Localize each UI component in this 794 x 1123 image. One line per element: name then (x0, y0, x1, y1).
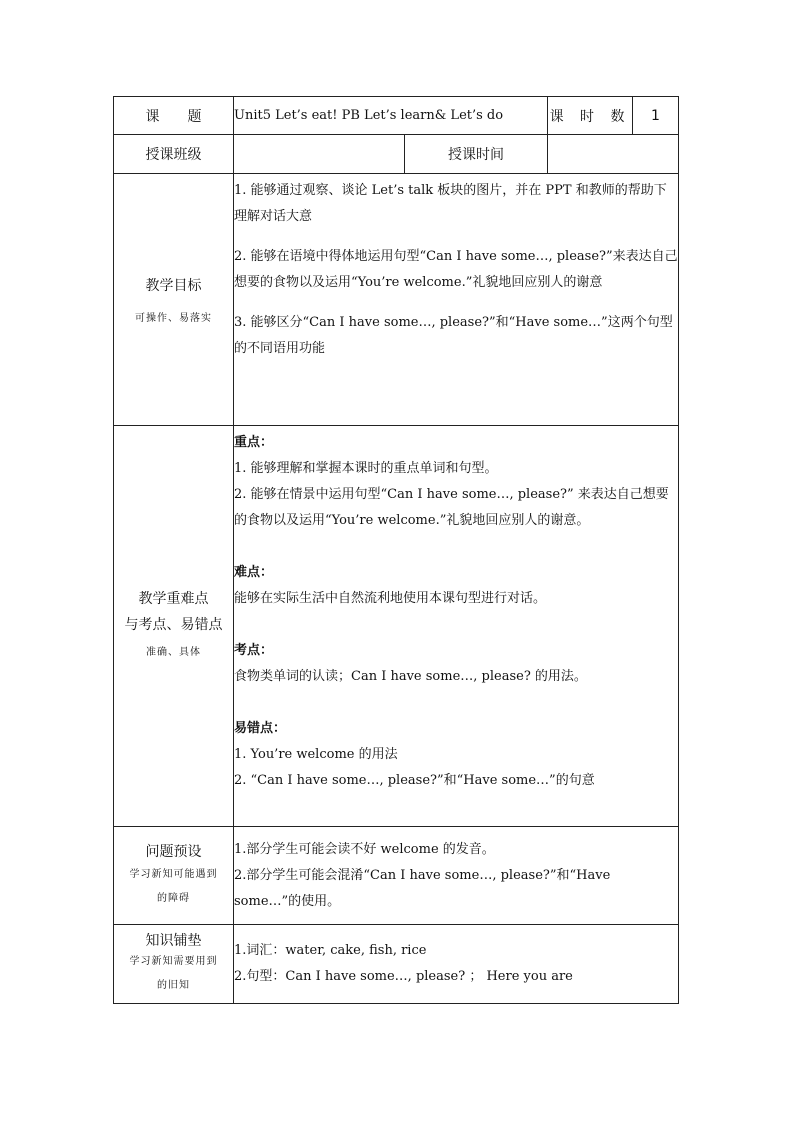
key-points-label-line1: 教学重难点 (138, 591, 209, 607)
problems-row (114, 827, 679, 925)
hours-label: 课 时 数 (548, 97, 633, 135)
objective-item: 3. 能够区分“Can I have some…, please?”和“Have some…”这两个句型的不同语用功能 (234, 315, 673, 356)
time-value (548, 135, 679, 174)
key-points-label-line2: 与考点、易错点 (124, 617, 223, 633)
focus-title: 重点： (234, 435, 274, 450)
difficulty-title: 难点： (234, 565, 274, 580)
class-value (234, 135, 405, 174)
class-row (114, 135, 679, 174)
exam-text: 食物类单词的认读；Can I have some…, please? 的用法。 (234, 669, 587, 684)
topic-value: Unit5 Let’s eat! PB Let’s learn& Let’s do (234, 97, 548, 135)
class-label: 授课班级 (114, 135, 234, 174)
topic-label: 课 题 (114, 97, 234, 135)
key-points-sublabel: 准确、具体 (146, 647, 201, 658)
key-points-label-cell (114, 426, 234, 827)
key-points-content (234, 426, 679, 827)
exam-title: 考点： (234, 643, 274, 658)
problems-content (234, 827, 679, 925)
difficulty-text: 能够在实际生活中自然流利地使用本课句型进行对话。 (234, 591, 547, 606)
time-label: 授课时间 (405, 135, 548, 174)
prior-knowledge-item: 2.句型：Can I have some…, please? ； Here you are (234, 969, 573, 984)
prior-knowledge-label-cell (114, 925, 234, 1004)
objectives-sublabel: 可操作、易落实 (135, 313, 212, 324)
error-item: 2. “Can I have some…, please?”和“Have some…”的句意 (234, 773, 595, 788)
objectives-label-cell (114, 174, 234, 426)
problems-sublabel: 学习新知可能遇到的障碍 (129, 868, 218, 904)
error-item: 1. You’re welcome 的用法 (234, 747, 398, 762)
focus-item: 2. 能够在情景中运用句型“Can I have some…, please?” 来表达自己想要的食物以及运用“You’re welcome.”礼貌地回应别人的谢意。 (234, 487, 669, 528)
problem-item: 2.部分学生可能会混淆“Can I have some…, please?”和“Have some…”的使用。 (234, 867, 611, 909)
lesson-plan-table (113, 96, 679, 1004)
objectives-label: 教学目标 (145, 278, 202, 294)
objectives-row (114, 174, 679, 426)
topic-row (114, 97, 679, 135)
objective-item: 1. 能够通过观察、谈论 Let’s talk 板块的图片，并在 PPT 和教师的帮助下理解对话大意 (234, 183, 667, 224)
problems-label: 问题预设 (145, 843, 202, 860)
key-points-row (114, 426, 679, 827)
prior-knowledge-item: 1.词汇：water, cake, fish, rice (234, 943, 427, 958)
prior-knowledge-row (114, 925, 679, 1004)
hours-value: 1 (633, 97, 679, 135)
focus-item: 1. 能够理解和掌握本课时的重点单词和句型。 (234, 461, 498, 476)
objective-item: 2. 能够在语境中得体地运用句型“Can I have some…, please?”来表达自己想要的食物以及运用“You’re welcome.”礼貌地回应别人的谢意 (234, 249, 678, 290)
prior-knowledge-sublabel: 学习新知需要用到的旧知 (129, 956, 218, 991)
problem-item: 1.部分学生可能会读不好 welcome 的发音。 (234, 841, 495, 857)
objectives-content (234, 174, 679, 426)
error-title: 易错点： (234, 721, 287, 736)
prior-knowledge-content (234, 925, 679, 1004)
problems-label-cell (114, 827, 234, 925)
prior-knowledge-label: 知识铺垫 (145, 933, 202, 949)
